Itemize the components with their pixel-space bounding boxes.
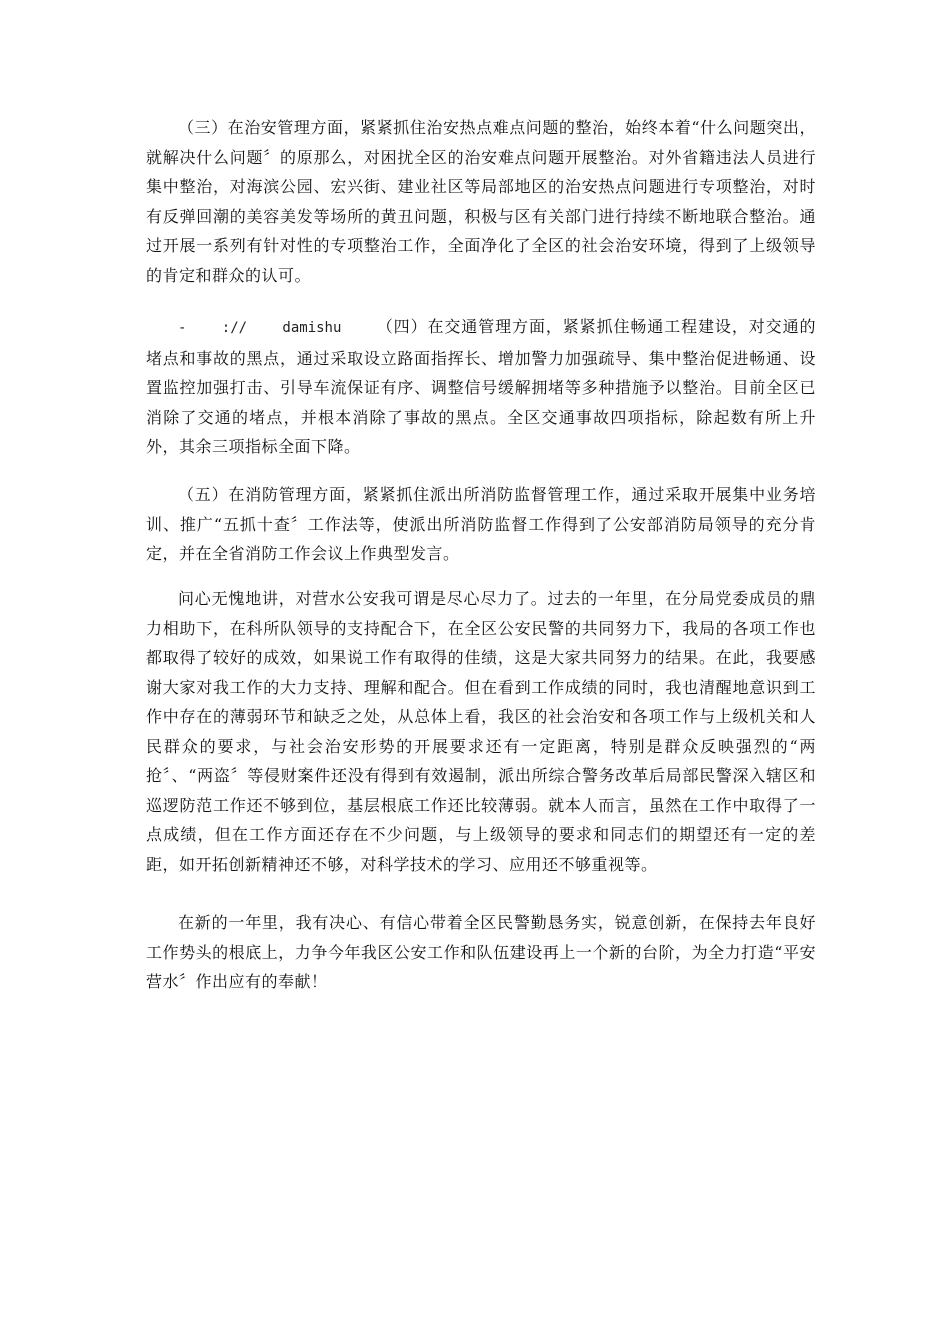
url-watermark-fragment: - :// damishu	[178, 320, 377, 336]
paragraph-fire-safety: （五）在消防管理方面，紧紧抓住派出所消防监督管理工作，通过采取开展集中业务培训、推广“五抓十查〞工作法等，使派出所消防监督工作得到了公安部消防局领导的充分肯定，并在全省消防工作会议上作典型发言。	[146, 485, 816, 563]
paragraph-traffic	[146, 312, 816, 462]
paragraph-self-assessment: 问心无愧地讲，对营水公安我可谓是尽心尽力了。过去的一年里，在分局党委成员的鼎力相助下，在科所队领导的支持配合下，在全区公安民警的共同努力下，我局的各项工作也都取得了较好的成效，如果说工作有取得的佳绩，这是大家共同努力的结果。在此，我要感谢大家对我工作的大力支持、理解和配合。但在看到工作成绩的同时，我也清醒地意识到工作中存在的薄弱环节和缺乏之处，从总体上看，我区的社会治安和各项工作与上级机关和人民群众的要求，与社会治安形势的开展要求还有一定距离，特别是群众反映强烈的“两抢〞、“两盗〞等侵财案件还没有得到有效遏制，派出所综合警务改革后局部民警深入辖区和巡逻防范工作还不够到位，基层根底工作还比较薄弱。就本人而言，虽然在工作中取得了一点成绩，但在工作方面还存在不少问题，与上级领导的要求和同志们的期望还有一定的差距，如开拓创新精神还不够，对科学技术的学习、应用还不够重视等。	[146, 589, 816, 874]
paragraph-new-year-goals: 在新的一年里，我有决心、有信心带着全区民警勤恳务实，锐意创新，在保持去年良好工作势头的根底上，力争今年我区公安工作和队伍建设再上一个新的台阶，为全力打造“平安营水〞作出应有的奉献！	[146, 913, 816, 991]
paragraph-public-order: （三）在治安管理方面，紧紧抓住治安热点难点问题的整治，始终本着“什么问题突出，就解决什么问题〞的原那么，对困扰全区的治安难点问题开展整治。对外省籍违法人员进行集中整治，对海滨公园、宏兴街、建业社区等局部地区的治安热点问题进行专项整治，对时有反弹回潮的美容美发等场所的黄丑问题，积极与区有关部门进行持续不断地联合整治。通过开展一系列有针对性的专项整治工作，全面净化了全区的社会治安环境，得到了上级领导的肯定和群众的认可。	[146, 118, 816, 285]
paragraph-traffic-text: （四）在交通管理方面，紧紧抓住畅通工程建设，对交通的堵点和事故的黑点，通过采取设立路面指挥长、增加警力加强疏导、集中整治促进畅通、设置监控加强打击、引导车流保证有序、调整信号缓解拥堵等多种措施予以整治。目前全区已消除了交通的堵点，并根本消除了事故的黑点。全区交通事故四项指标，除起数有所上升外，其余三项指标全面下降。	[146, 317, 816, 456]
